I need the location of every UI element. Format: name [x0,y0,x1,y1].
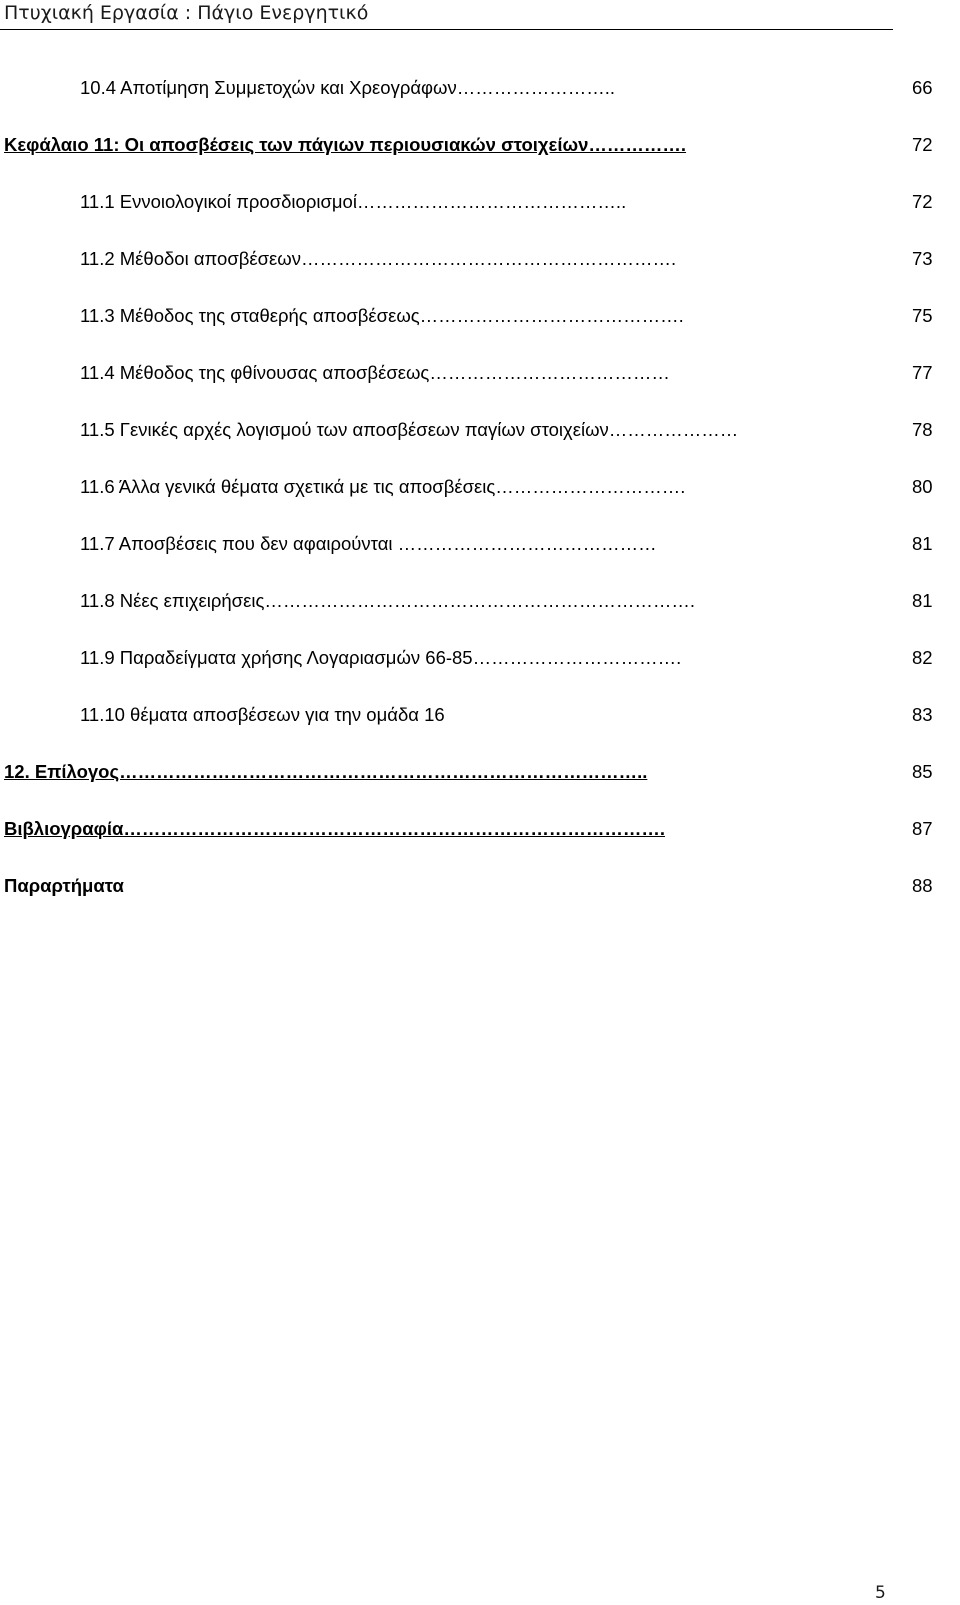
toc-entry-label: 11.8 Νέες επιχειρήσεις……………………………………………………………. [80,590,696,611]
toc-entry-label: 11.4 Μέθοδος της φθίνουσας αποσβέσεως………………………………… [80,362,670,383]
toc-entry-label: 11.3 Μέθοδος της σταθερής αποσβέσεως……………………………………. [80,305,684,326]
running-header: Πτυχιακή Εργασία : Πάγιο Ενεργητικό [4,2,369,24]
page-number: 5 [875,1583,886,1603]
toc-entry-label: 11.6 Άλλα γενικά θέματα σχετικά με τις αποσβέσεις…………………………. [80,476,686,497]
toc-entry-page: 72 [912,134,933,155]
toc-entry-page: 78 [912,419,933,440]
toc-entry-label: Βιβλιογραφία……………………………………………………………………………. [4,818,666,839]
toc-entry-page: 72 [912,191,933,212]
toc-entry-page: 73 [912,248,933,269]
toc-entry-page: 88 [912,875,933,896]
toc-entry-label: Κεφάλαιο 11: Οι αποσβέσεις των πάγιων περιουσιακών στοιχείων……………. [4,134,687,155]
toc-entry-label: 11.2 Μέθοδοι αποσβέσεων……………………………………………………. [80,248,677,269]
toc-entry-page: 75 [912,305,933,326]
toc-entry-page: 83 [912,704,933,725]
toc-entry-page: 87 [912,818,933,839]
toc-entry-page: 81 [912,590,933,611]
toc-entry-label: 11.5 Γενικές αρχές λογισμού των αποσβέσεων παγίων στοιχείων………………… [80,419,739,440]
toc-entry-label: Παραρτήματα [4,875,124,896]
toc-entry-page: 81 [912,533,933,554]
toc-entry-label: 10.4 Αποτίμηση Συμμετοχών και Χρεογράφων…………………….. [80,77,616,98]
toc-entry-page: 77 [912,362,933,383]
toc-entry-label: 11.7 Αποσβέσεις που δεν αφαιρούνται …………………………………… [80,533,657,554]
toc-entry-label: 11.1 Εννοιολογικοί προσδιορισμοί…………………………………….. [80,191,627,212]
toc-entry-page: 66 [912,77,933,98]
toc-entry-page: 80 [912,476,933,497]
toc-entry-label: 11.9 Παραδείγματα χρήσης Λογαριασμών 66-85……………………………. [80,647,682,668]
toc-entry-page: 82 [912,647,933,668]
toc-entry-page: 85 [912,761,933,782]
toc-entry-label: 11.10 θέματα αποσβέσεων για την ομάδα 16 [80,704,445,725]
header-rule [0,29,893,30]
toc-entry-label: 12. Επίλογος………………………………………………………………………….. [4,761,648,782]
